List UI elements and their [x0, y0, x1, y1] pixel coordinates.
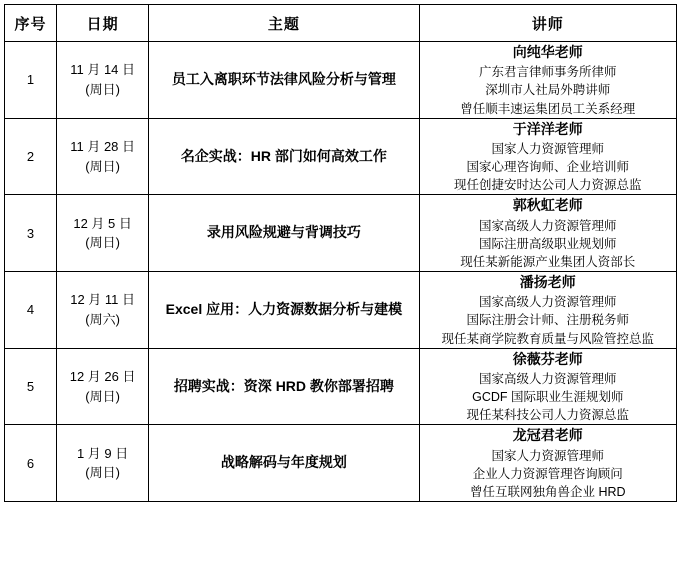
course-schedule-table — [4, 4, 677, 502]
row-lecturer — [419, 348, 676, 425]
row-topic: 招聘实战：资深 HRD 教你部署招聘 — [149, 348, 419, 425]
row-number: 2 — [5, 118, 57, 195]
lecturer-credential: 深圳市人社局外聘讲师 — [485, 83, 611, 98]
table-row — [5, 348, 677, 425]
table-row — [5, 118, 677, 195]
date-weekday: (周六) — [85, 311, 120, 327]
lecturer-credential: 曾任顺丰速运集团员工关系经理 — [460, 101, 636, 116]
row-number: 4 — [5, 272, 57, 349]
date-main: 12 月 5 日 — [73, 215, 132, 231]
table-row — [5, 272, 677, 349]
lecturer-credential: 现任某新能源产业集团人资部长 — [460, 254, 636, 269]
row-date — [57, 42, 149, 119]
row-topic: Excel 应用：人力资源数据分析与建模 — [149, 272, 419, 349]
lecturer-credential: 曾任互联网独角兽企业 HRD — [470, 484, 626, 499]
lecturer-credential: 广东君言律师事务所律师 — [479, 65, 617, 80]
row-lecturer — [419, 118, 676, 195]
row-date — [57, 195, 149, 272]
lecturer-credential: 国家人力资源管理师 — [491, 448, 605, 463]
date-main: 12 月 26 日 — [69, 369, 136, 385]
date-weekday: (周日) — [85, 388, 120, 404]
date-main: 11 月 28 日 — [70, 139, 136, 154]
column-header-no: 序号 — [5, 5, 57, 42]
row-lecturer — [419, 425, 676, 502]
column-header-topic: 主题 — [149, 5, 419, 42]
lecturer-credential: 国家高级人力资源管理师 — [479, 218, 617, 233]
row-lecturer — [419, 195, 676, 272]
row-topic: 录用风险规避与背调技巧 — [149, 195, 419, 272]
date-weekday: (周日) — [85, 158, 120, 174]
row-lecturer — [419, 272, 676, 349]
table-body — [5, 42, 677, 502]
lecturer-credential: 国家心理咨询师、企业培训师 — [466, 160, 630, 175]
lecturer-name: 龙冠君老师 — [512, 427, 583, 444]
table-row — [5, 195, 677, 272]
date-main: 1 月 9 日 — [76, 445, 129, 461]
lecturer-credential: 国际注册会计师、注册税务师 — [466, 313, 630, 328]
row-number: 5 — [5, 348, 57, 425]
row-date — [57, 348, 149, 425]
row-date — [57, 118, 149, 195]
lecturer-name: 徐薇芬老师 — [512, 350, 583, 367]
row-number: 3 — [5, 195, 57, 272]
date-main: 12 月 11 日 — [70, 292, 136, 308]
column-header-lecturer: 讲师 — [419, 5, 676, 42]
date-weekday: (周日) — [85, 465, 120, 481]
lecturer-credential: GCDF 国际职业生涯规划师 — [472, 390, 624, 405]
table-header — [5, 5, 677, 42]
date-main: 11 月 14 日 — [70, 62, 136, 78]
lecturer-name: 向纯华老师 — [512, 44, 583, 60]
row-topic: 员工入离职环节法律风险分析与管理 — [149, 42, 419, 119]
lecturer-credential: 现任某商学院教育质量与风险管控总监 — [441, 331, 655, 346]
row-number: 6 — [5, 425, 57, 502]
table-row — [5, 42, 677, 119]
lecturer-credential: 国家高级人力资源管理师 — [479, 371, 617, 386]
lecturer-credential: 现任创捷安时达公司人力资源总监 — [454, 178, 642, 193]
lecturer-name: 潘扬老师 — [519, 274, 576, 291]
row-topic: 战略解码与年度规划 — [149, 425, 419, 502]
lecturer-name: 于洋洋老师 — [512, 120, 583, 137]
table-row — [5, 425, 677, 502]
row-topic: 名企实战：HR 部门如何高效工作 — [149, 118, 419, 195]
row-date — [57, 425, 149, 502]
lecturer-credential: 国际注册高级职业规划师 — [479, 236, 617, 251]
row-lecturer — [419, 42, 676, 119]
lecturer-name: 郭秋虹老师 — [512, 197, 583, 214]
lecturer-credential: 现任某科技公司人力资源总监 — [466, 408, 630, 423]
lecturer-credential: 国家人力资源管理师 — [491, 141, 605, 156]
row-number: 1 — [5, 42, 57, 119]
column-header-date: 日期 — [57, 5, 149, 42]
row-date — [57, 272, 149, 349]
date-weekday: (周日) — [85, 81, 120, 97]
date-weekday: (周日) — [85, 235, 120, 251]
lecturer-credential: 企业人力资源管理咨询顾问 — [472, 466, 623, 481]
table-header-row — [5, 5, 677, 42]
lecturer-credential: 国家高级人力资源管理师 — [479, 295, 617, 310]
